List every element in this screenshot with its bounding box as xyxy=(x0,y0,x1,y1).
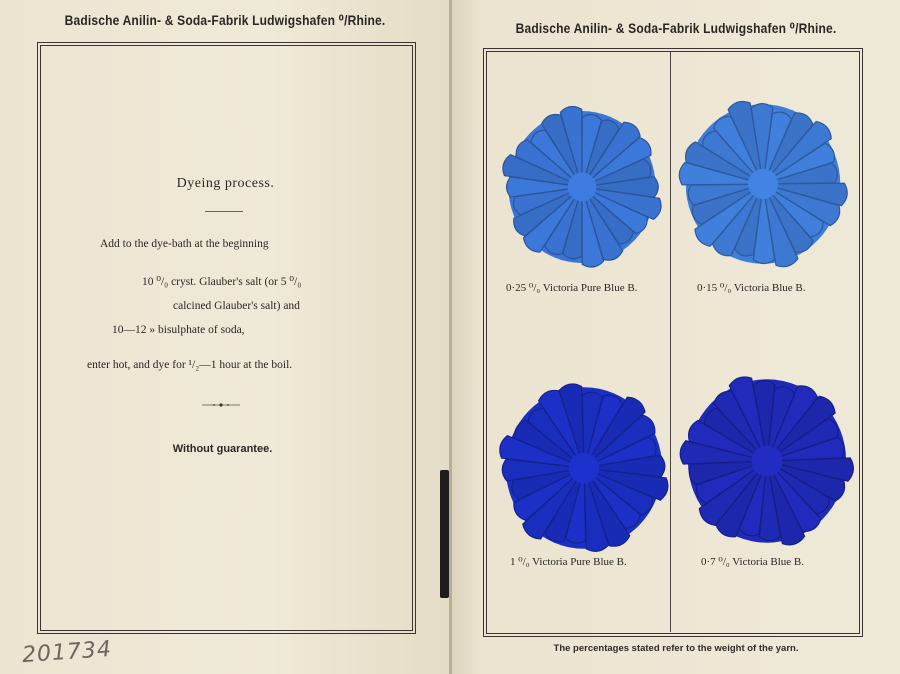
instruction-line-5: enter hot, and dye for ¹/₂—1 hour at the boil. xyxy=(87,359,293,371)
yarn-swatch-2 xyxy=(668,88,858,283)
process-title: Dyeing process. xyxy=(176,176,275,191)
yarn-swatch-3 xyxy=(492,372,677,567)
handwritten-inventory-number: 201734 xyxy=(21,636,113,669)
left-page-frame xyxy=(40,45,413,631)
bookmark-ribbon[interactable] xyxy=(440,470,449,598)
title-rule xyxy=(205,211,243,212)
right-page-header: Badische Anilin- & Soda-Fabrik Ludwigshafen ⁰/Rhine. xyxy=(515,20,837,36)
right-page xyxy=(452,0,900,674)
swatch-label-4: 0·7 ⁰/₀ Victoria Blue B. xyxy=(701,556,805,568)
instruction-line-4: 10—12 » bisulphate of soda, xyxy=(112,324,245,336)
yarn-swatch-1 xyxy=(492,95,672,285)
instruction-line-3: calcined Glauber's salt) and xyxy=(173,300,300,312)
swatch-label-3: 1 ⁰/₀ Victoria Pure Blue B. xyxy=(510,556,627,568)
yarn-swatch-4 xyxy=(672,365,862,560)
swatch-label-2: 0·15 ⁰/₀ Victoria Blue B. xyxy=(697,282,806,294)
left-page-header: Badische Anilin- & Soda-Fabrik Ludwigshafen ⁰/Rhine. xyxy=(64,12,386,28)
guarantee-note: Without guarantee. xyxy=(172,443,273,455)
footnote: The percentages stated refer to the weight of the yarn. xyxy=(553,643,799,654)
instruction-line-1: Add to the dye-bath at the beginning xyxy=(100,238,269,250)
ornament-divider xyxy=(200,400,242,410)
swatch-label-1: 0·25 ⁰/₀ Victoria Pure Blue B. xyxy=(506,282,638,294)
instruction-line-2: 10 ⁰/₀ cryst. Glauber's salt (or 5 ⁰/₀ xyxy=(142,276,302,288)
